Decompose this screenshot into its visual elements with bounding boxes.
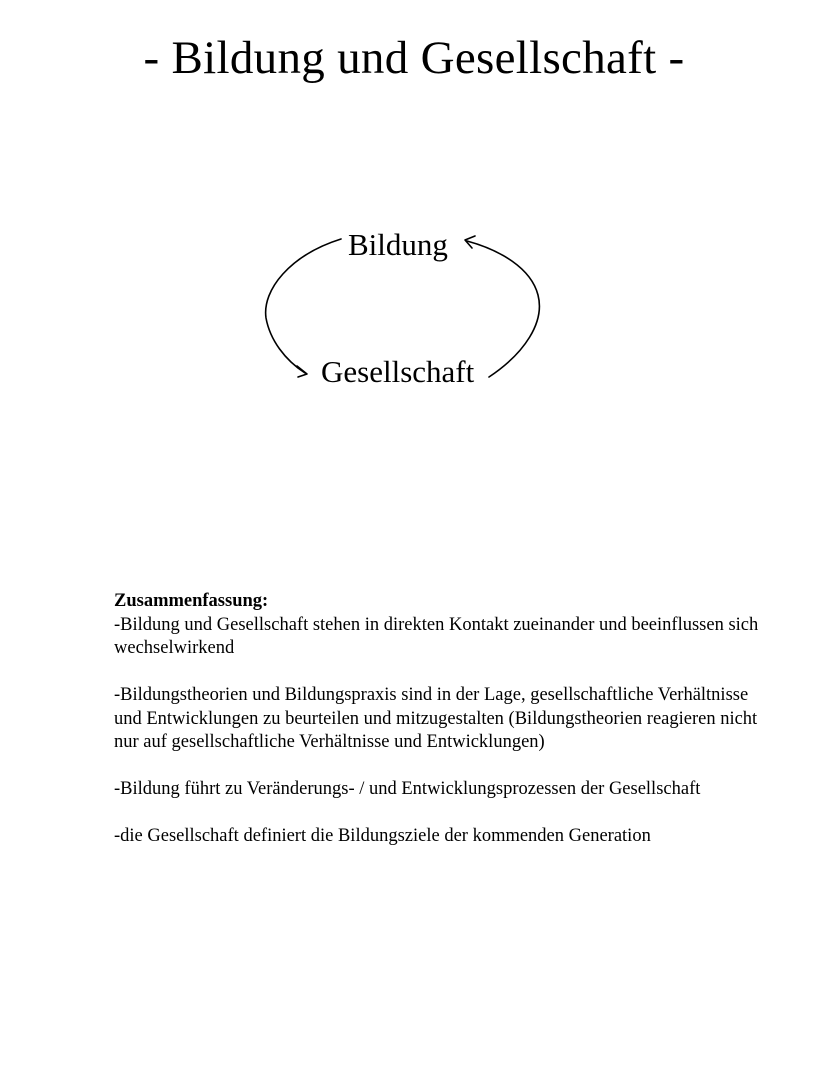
summary-item: -die Gesellschaft definiert die Bildungsziele der kommenden Generation: [114, 826, 651, 846]
summary-section: [114, 590, 774, 872]
right-cycle-arrow: [467, 241, 539, 377]
summary-heading: Zusammenfassung:: [114, 591, 269, 611]
diagram-node-bildung: Bildung: [348, 227, 448, 262]
summary-item: -Bildung führt zu Veränderungs- / und Entwicklungsprozessen der Gesellschaft: [114, 779, 701, 799]
summary-item: -Bildung und Gesellschaft stehen in direkten Kontakt zueinander und beeinflussen sich wechselwirkend: [114, 614, 759, 658]
right-arrowhead-icon: [465, 236, 475, 248]
left-arrowhead-icon: [297, 366, 307, 377]
summary-item: -Bildungstheorien und Bildungspraxis sind in der Lage, gesellschaftliche Verhältnisse und Entwicklungen zu beurteilen und mitzugestalten (Bildungstheorien reagieren nicht nur auf gesellschaftliche Verhältnisse und Entwicklungen): [114, 685, 758, 752]
diagram-node-gesellschaft: Gesellschaft: [321, 354, 475, 389]
page-title: - Bildung und Gesellschaft -: [143, 32, 685, 84]
left-cycle-arrow: [266, 239, 341, 373]
